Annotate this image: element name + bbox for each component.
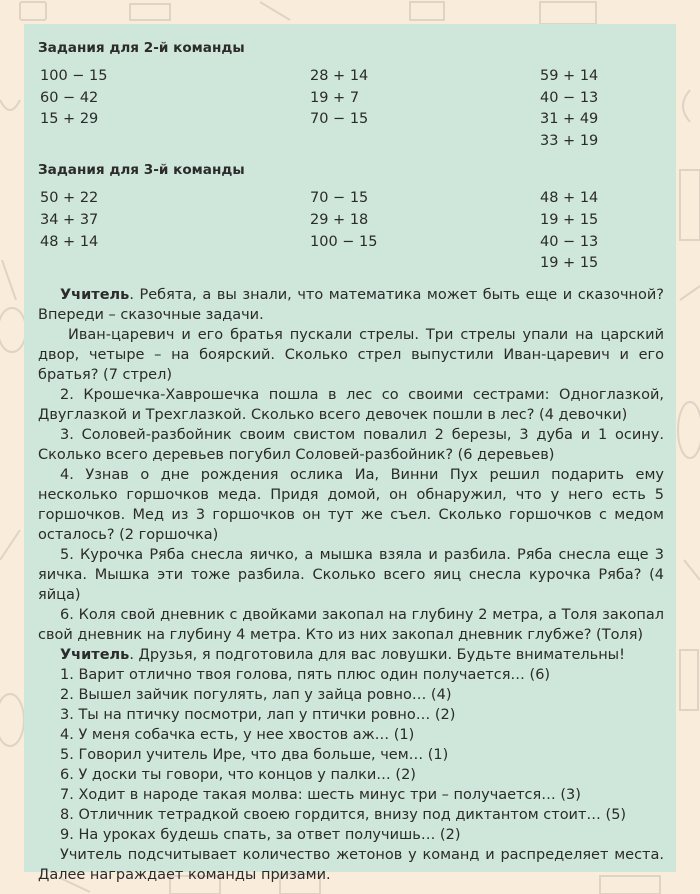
team3-column-2	[310, 188, 540, 274]
team3-column-1	[40, 188, 310, 274]
fairy-task-4: 4. Узнав о дне рождения ослика Иа, Винни Пух решил подарить ему несколько горшочков меда. Придя домой, он обнаружил, что у него есть 5 горшочков. Мед из 3 горшочков он тут же съел. Сколько горшочков с медом осталось? (2 горшочка)	[38, 466, 664, 543]
task-expression: 33 + 19	[540, 132, 599, 149]
task-expression: 60 − 42	[40, 89, 99, 106]
task-expression: 48 + 14	[540, 190, 599, 207]
task-expression: 19 + 15	[540, 211, 599, 228]
fairy-task-5: 5. Курочка Ряба снесла яичко, а мышка взяла и разбила. Ряба снесла еще 3 яичка. Мышка эти тоже разбила. Сколько всего яиц снесла курочка Ряба? (4 яйца)	[38, 546, 664, 603]
teacher-intro-text: . Ребята, а вы знали, что математика может быть еще и сказочной? Впереди – сказочные задачи.	[38, 286, 664, 323]
fairy-task-1: Иван-царевич и его братья пускали стрелы. Три стрелы упали на царский двор, четыре – на боярский. Сколько стрел выпустили Иван-царевич и его братья? (7 стрел)	[38, 326, 664, 383]
task-expression: 31 + 49	[540, 111, 599, 128]
task-expression: 28 + 14	[310, 68, 369, 84]
trap-item: 4. У меня собачка есть, у нее хвостов аж… (1)	[60, 726, 415, 743]
task-expression: 19 + 7	[310, 89, 360, 106]
trap-item: 9. На уроках будешь спать, за ответ получишь… (2)	[60, 826, 461, 843]
trap-item: 1. Варит отлично твоя голова, пять плюс один получается… (6)	[60, 666, 551, 683]
fairy-task-6: 6. Коля свой дневник с двойками закопал на глубину 2 метра, а Толя закопал свой дневник на глубину 4 метра. Кто из них закопал дневник глубже? (Толя)	[38, 606, 664, 643]
teacher-traps-text: . Друзья, я подготовила для вас ловушки. Будьте внимательны!	[129, 646, 625, 663]
closing-paragraph: Учитель подсчитывает количество жетонов у команд и распределяет места. Далее награждает команды призами.	[38, 846, 664, 883]
trap-item: 5. Говорил учитель Ире, что два больше, чем… (1)	[60, 746, 449, 763]
task-expression: 34 + 37	[40, 211, 99, 228]
task-expression: 40 − 13	[540, 233, 599, 250]
fairy-task-2: 2. Крошечка-Хаврошечка пошла в лес со своими сестрами: Одноглазкой, Двуглазкой и Трехглазкой. Сколько всего девочек пошли в лес? (4 девочки)	[38, 386, 664, 423]
trap-item: 3. Ты на птичку посмотри, лап у птички ровно… (2)	[60, 706, 456, 723]
trap-item: 2. Вышел зайчик погулять, лап у зайца ровно… (4)	[60, 686, 452, 703]
team2-tasks	[40, 66, 664, 152]
team3-tasks	[40, 188, 664, 274]
task-expression: 19 + 15	[540, 255, 599, 272]
task-expression: 29 + 18	[310, 211, 369, 228]
task-expression: 100 − 15	[40, 68, 108, 84]
trap-item: 8. Отличник тетрадкой своею гордится, внизу под диктантом стоит… (5)	[60, 806, 627, 823]
team2-title: Задания для 2-й команды	[38, 40, 245, 56]
team3-column-3	[540, 188, 680, 274]
fairy-task-3: 3. Соловей-разбойник своим свистом повалил 2 березы, 3 дуба и 1 осину. Сколько всего деревьев погубил Соловей-разбойник? (6 деревьев)	[38, 426, 664, 463]
teacher-label: Учитель	[60, 286, 130, 303]
task-expression: 40 − 13	[540, 89, 599, 106]
task-expression: 48 + 14	[40, 233, 99, 250]
team2-column-1	[40, 66, 310, 152]
task-expression: 100 − 15	[310, 233, 378, 250]
teacher-label: Учитель	[60, 646, 130, 663]
team2-column-3	[540, 66, 680, 152]
task-expression: 50 + 22	[40, 190, 99, 207]
team3-title: Задания для 3-й команды	[38, 162, 245, 179]
team2-column-2	[310, 66, 540, 152]
task-expression: 59 + 14	[540, 68, 599, 84]
trap-item: 6. У доски ты говори, что концов у палки… (2)	[60, 766, 416, 783]
trap-item: 7. Ходит в народе такая молва: шесть минус три – получается… (3)	[60, 786, 581, 803]
content-panel	[24, 24, 676, 883]
task-expression: 15 + 29	[40, 111, 99, 128]
task-expression: 70 − 15	[310, 111, 369, 128]
task-expression: 70 − 15	[310, 190, 369, 207]
teacher-intro-paragraph	[38, 285, 664, 325]
teacher-traps-paragraph	[38, 645, 664, 665]
